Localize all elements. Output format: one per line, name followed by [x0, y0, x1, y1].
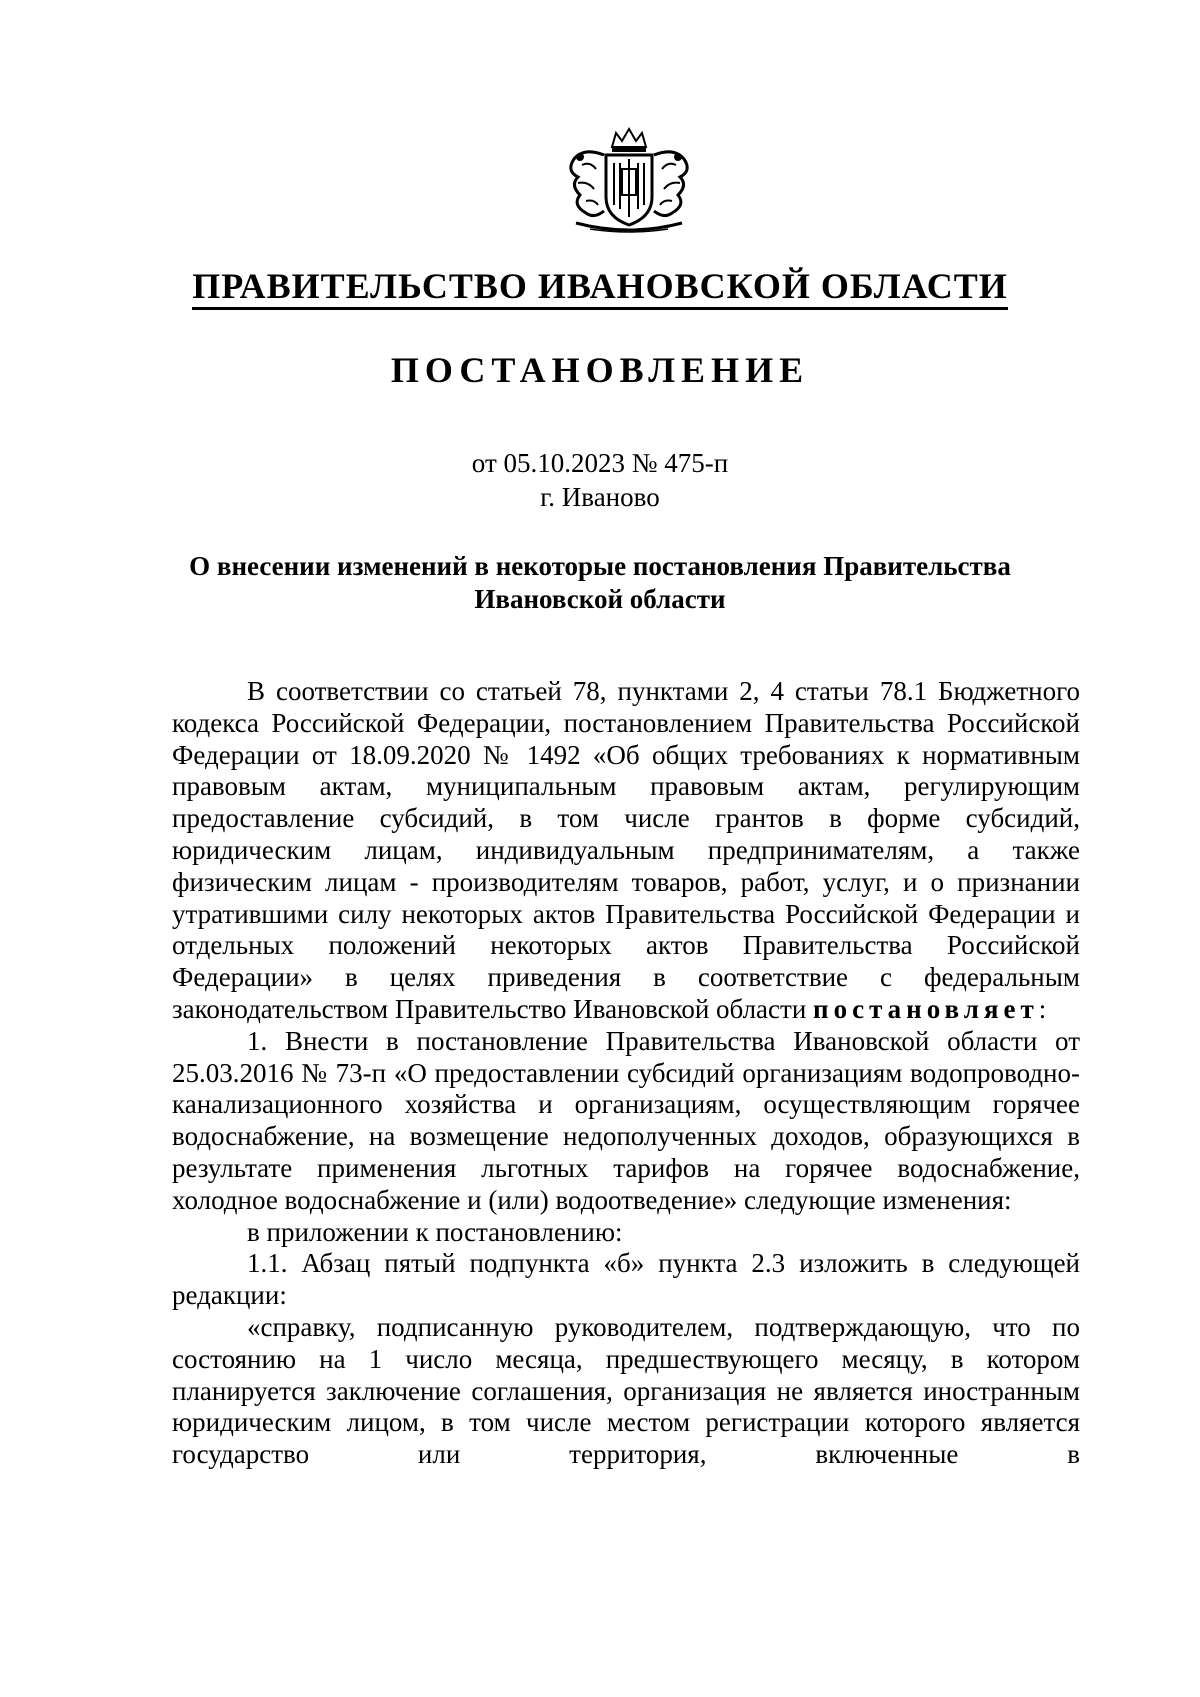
decree-word: постановляет [813, 993, 1039, 1024]
date-and-place [0, 446, 1200, 514]
document-body [172, 676, 1080, 1471]
city: г. Иваново [540, 482, 660, 512]
title-line-1: О внесении изменений в некоторые постановления Правительства [189, 551, 1011, 581]
document-type: ПОСТАНОВЛЕНИЕ [390, 350, 810, 390]
document-title [160, 550, 1040, 616]
paragraph-quote: «справку, подписанную руководителем, подтверждающую, что по состоянию на 1 число месяца, предшествующего месяцу, в котором планируется заключение соглашения, организация не является иностранным юридическим лицом, в том числе местом регистрации которого является государство или территория, включенные в [172, 1311, 1080, 1470]
paragraph-appendix: в приложении к постановлению: [247, 1216, 623, 1247]
organization-name: ПРАВИТЕЛЬСТВО ИВАНОВСКОЙ ОБЛАСТИ [0, 266, 1200, 306]
paragraph-item-1: 1. Внести в постановление Правительства Ивановской области от 25.03.2016 № 73-п «О предоставлении субсидий организациям водопроводно-канализационного хозяйства и организациям, осуществляющим горячее водоснабжение, на возмещение недополученных доходов, образующихся в результате применения льготных тарифов на горячее водоснабжение, холодное водоснабжение и (или) водоотведение» следующие изменения: [172, 1025, 1080, 1215]
paragraph-preamble: В соответствии со статьей 78, пунктами 2, 4 статьи 78.1 Бюджетного кодекса Российской Федерации, постановлением Правительства Российской Федерации от 18.09.2020 № 1492 «Об общих требованиях к нормативным правовым актам, муниципальным правовым актам, регулирующим предоставление субсидий, в том числе грантов в форме субсидий, юридическим лицам, индивидуальным предпринимателям, а также физическим лицам - производителям товаров, работ, услуг, и о признании утратившими силу некоторых актов Правительства Российской Федерации и отдельных положений некоторых актов Правительства Российской Федерации» в целях приведения в соответствие с федеральным законодательством Правительство Ивановской области постановляет: [172, 676, 1080, 1024]
title-line-2: Ивановской области [474, 584, 726, 614]
paragraph-item-1-1: 1.1. Абзац пятый подпункта «б» пункта 2.3 изложить в следующей редакции: [172, 1248, 1080, 1311]
date-number: от 05.10.2023 № 475-п [471, 448, 729, 478]
ivanovo-coat-of-arms-icon [560, 125, 698, 235]
